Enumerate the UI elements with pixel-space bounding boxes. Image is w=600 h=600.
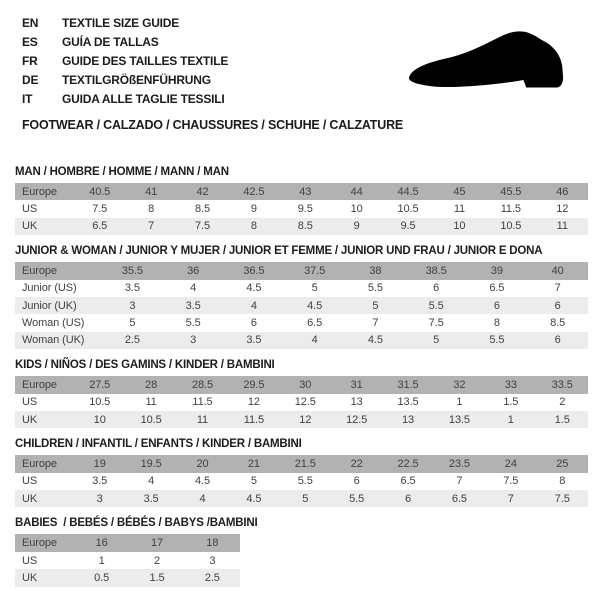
size-cell: 11.5 bbox=[500, 203, 521, 216]
size-cell: 12 bbox=[556, 203, 569, 216]
size-cell: 12.5 bbox=[331, 411, 382, 428]
size-cell: 5 bbox=[406, 332, 467, 349]
size-table-children bbox=[15, 455, 588, 507]
size-cell: 37.5 bbox=[284, 262, 345, 279]
size-cell: 4 bbox=[284, 332, 345, 349]
size-cell: 7.5 bbox=[177, 218, 228, 235]
size-cell: 4.5 bbox=[194, 475, 210, 488]
size-cell: 31.5 bbox=[382, 376, 433, 393]
size-cell: 8 bbox=[148, 203, 155, 216]
size-cell: 3.5 bbox=[163, 297, 224, 314]
size-cell: 4 bbox=[148, 475, 155, 488]
table-row bbox=[15, 534, 240, 551]
size-table-man bbox=[15, 183, 588, 235]
size-cell: 7 bbox=[485, 490, 536, 507]
size-cell: 5.5 bbox=[467, 332, 528, 349]
size-cell: 24 bbox=[485, 455, 536, 472]
table-row bbox=[15, 569, 240, 586]
size-cell: 32 bbox=[434, 376, 485, 393]
size-cell: 28 bbox=[125, 376, 176, 393]
size-cell: 1.5 bbox=[503, 396, 519, 409]
size-cell: 33.5 bbox=[537, 376, 588, 393]
size-cell: 11.5 bbox=[192, 396, 213, 409]
table-row bbox=[15, 552, 240, 569]
size-tables bbox=[15, 166, 588, 597]
size-cell: 5.5 bbox=[185, 317, 201, 330]
size-cell: 6.5 bbox=[434, 490, 485, 507]
language-code: DE bbox=[22, 73, 39, 87]
row-label: UK bbox=[15, 218, 74, 235]
size-cell: 10.5 bbox=[397, 203, 419, 216]
size-cell: 36 bbox=[163, 262, 224, 279]
size-table-section-junior-woman bbox=[15, 245, 588, 349]
language-title: GUIDE DES TAILLES TEXTILE bbox=[62, 54, 229, 68]
size-cell: 7.5 bbox=[92, 203, 108, 216]
language-code: EN bbox=[22, 16, 39, 30]
size-cell: 19 bbox=[74, 455, 125, 472]
language-title: GUIDA ALLE TAGLIE TESSILI bbox=[62, 92, 225, 106]
row-label: US bbox=[22, 475, 38, 488]
size-cell: 5.5 bbox=[297, 475, 313, 488]
size-cell: 3 bbox=[209, 554, 216, 567]
table-row bbox=[15, 332, 588, 349]
size-cell: 7 bbox=[456, 475, 463, 488]
language-title: GUÍA DE TALLAS bbox=[62, 35, 159, 49]
size-cell: 3.5 bbox=[224, 332, 285, 349]
size-cell: 3 bbox=[163, 332, 224, 349]
table-title: JUNIOR & WOMAN / JUNIOR Y MUJER / JUNIOR ET FEMME / JUNIOR UND FRAU / JUNIOR E DONA bbox=[15, 245, 543, 258]
size-cell: 8.5 bbox=[550, 317, 566, 330]
size-cell: 5.5 bbox=[367, 282, 383, 295]
size-cell: 11 bbox=[177, 411, 228, 428]
size-cell: 10 bbox=[434, 218, 485, 235]
size-cell: 29.5 bbox=[228, 376, 279, 393]
table-row bbox=[15, 455, 588, 472]
size-cell: 31 bbox=[331, 376, 382, 393]
table-row bbox=[15, 314, 588, 331]
size-cell: 5 bbox=[129, 317, 136, 330]
size-cell: 7 bbox=[372, 317, 379, 330]
table-row bbox=[15, 297, 588, 314]
size-cell: 4 bbox=[224, 297, 285, 314]
size-cell: 6.5 bbox=[489, 282, 505, 295]
size-cell: 2.5 bbox=[185, 569, 240, 586]
size-cell: 7.5 bbox=[428, 317, 444, 330]
size-table-babies bbox=[15, 534, 240, 586]
table-row bbox=[15, 473, 588, 490]
table-row bbox=[15, 376, 588, 393]
size-cell: 8.5 bbox=[280, 218, 331, 235]
size-cell: 38 bbox=[345, 262, 406, 279]
size-cell: 0.5 bbox=[74, 569, 129, 586]
category-heading: FOOTWEAR / CALZADO / CHAUSSURES / SCHUHE / CALZATURE bbox=[22, 118, 404, 132]
size-cell: 45.5 bbox=[485, 183, 536, 200]
language-title: TEXTILE SIZE GUIDE bbox=[62, 16, 180, 30]
size-cell: 6 bbox=[527, 297, 588, 314]
size-cell: 12 bbox=[247, 396, 260, 409]
size-cell: 23.5 bbox=[434, 455, 485, 472]
size-cell: 1 bbox=[456, 396, 463, 409]
size-table-section-children bbox=[15, 438, 588, 507]
size-cell: 22.5 bbox=[382, 455, 433, 472]
size-cell: 1 bbox=[485, 411, 536, 428]
size-cell: 10 bbox=[350, 203, 363, 216]
size-cell: 9 bbox=[250, 203, 257, 216]
row-label: Junior (US) bbox=[22, 282, 77, 295]
size-cell: 18 bbox=[185, 534, 240, 551]
page-header bbox=[0, 0, 600, 132]
size-cell: 3 bbox=[74, 490, 125, 507]
size-table-section-kids bbox=[15, 359, 588, 428]
size-cell: 35.5 bbox=[102, 262, 163, 279]
size-cell: 39 bbox=[467, 262, 528, 279]
size-cell: 4 bbox=[190, 282, 197, 295]
size-cell: 6.5 bbox=[400, 475, 416, 488]
size-cell: 11.5 bbox=[228, 411, 279, 428]
size-cell: 10 bbox=[74, 411, 125, 428]
language-code: ES bbox=[22, 35, 38, 49]
size-cell: 25 bbox=[537, 455, 588, 472]
table-title: MAN / HOMBRE / HOMME / MANN / MAN bbox=[15, 166, 229, 178]
row-label: Europe bbox=[15, 376, 74, 393]
language-code: IT bbox=[22, 92, 33, 106]
table-row bbox=[15, 411, 588, 428]
size-cell: 5 bbox=[280, 490, 331, 507]
row-label: Europe bbox=[15, 534, 74, 551]
size-cell: 7.5 bbox=[537, 490, 588, 507]
size-cell: 8.5 bbox=[194, 203, 210, 216]
row-label: Woman (US) bbox=[22, 317, 85, 330]
size-cell: 2.5 bbox=[102, 332, 163, 349]
size-cell: 6 bbox=[433, 282, 440, 295]
row-label: US bbox=[22, 203, 38, 216]
size-cell: 5.5 bbox=[331, 490, 382, 507]
row-label: Europe bbox=[15, 183, 74, 200]
size-cell: 4.5 bbox=[345, 332, 406, 349]
size-cell: 5 bbox=[345, 297, 406, 314]
table-row bbox=[15, 394, 588, 411]
size-cell: 28.5 bbox=[177, 376, 228, 393]
size-cell: 13.5 bbox=[434, 411, 485, 428]
row-label: US bbox=[22, 396, 38, 409]
size-cell: 7 bbox=[125, 218, 176, 235]
size-cell: 3.5 bbox=[125, 490, 176, 507]
size-cell: 42 bbox=[177, 183, 228, 200]
size-cell: 13 bbox=[382, 411, 433, 428]
size-cell: 2 bbox=[559, 396, 566, 409]
table-row bbox=[15, 200, 588, 217]
size-cell: 40 bbox=[527, 262, 588, 279]
size-cell: 11 bbox=[537, 218, 588, 235]
table-row bbox=[15, 183, 588, 200]
size-cell: 1.5 bbox=[129, 569, 184, 586]
size-cell: 11 bbox=[145, 396, 157, 409]
table-title: KIDS / NIÑOS / DES GAMINS / KINDER / BAMBINI bbox=[15, 359, 275, 372]
size-cell: 6 bbox=[467, 297, 528, 314]
row-label: Europe bbox=[15, 262, 102, 279]
size-cell: 1.5 bbox=[537, 411, 588, 428]
size-cell: 45 bbox=[434, 183, 485, 200]
size-cell: 33 bbox=[485, 376, 536, 393]
size-cell: 21.5 bbox=[280, 455, 331, 472]
size-cell: 8 bbox=[559, 475, 566, 488]
size-cell: 4.5 bbox=[284, 297, 345, 314]
size-cell: 5.5 bbox=[406, 297, 467, 314]
size-cell: 46 bbox=[537, 183, 588, 200]
row-label: Junior (UK) bbox=[15, 297, 102, 314]
table-title: CHILDREN / INFANTIL / ENFANTS / KINDER / BAMBINI bbox=[15, 438, 302, 451]
size-cell: 13 bbox=[350, 396, 363, 409]
size-cell: 16 bbox=[74, 534, 129, 551]
size-cell: 13.5 bbox=[397, 396, 419, 409]
size-cell: 6 bbox=[250, 317, 257, 330]
size-cell: 19.5 bbox=[125, 455, 176, 472]
size-cell: 6.5 bbox=[74, 218, 125, 235]
size-cell: 42.5 bbox=[228, 183, 279, 200]
table-row bbox=[15, 262, 588, 279]
size-cell: 7 bbox=[554, 282, 561, 295]
size-cell: 6 bbox=[382, 490, 433, 507]
size-cell: 10.5 bbox=[125, 411, 176, 428]
size-cell: 8 bbox=[228, 218, 279, 235]
size-cell: 41 bbox=[125, 183, 176, 200]
size-cell: 30 bbox=[280, 376, 331, 393]
table-row bbox=[15, 280, 588, 297]
size-cell: 22 bbox=[331, 455, 382, 472]
size-cell: 7.5 bbox=[503, 475, 519, 488]
size-cell: 12.5 bbox=[294, 396, 316, 409]
size-cell: 2 bbox=[153, 554, 160, 567]
size-cell: 6.5 bbox=[307, 317, 323, 330]
size-cell: 40.5 bbox=[74, 183, 125, 200]
size-cell: 36.5 bbox=[224, 262, 285, 279]
size-cell: 3.5 bbox=[92, 475, 108, 488]
size-cell: 27.5 bbox=[74, 376, 125, 393]
dress-shoe-icon bbox=[400, 28, 577, 96]
size-cell: 3 bbox=[102, 297, 163, 314]
size-cell: 4.5 bbox=[228, 490, 279, 507]
language-code: FR bbox=[22, 54, 38, 68]
size-table-junior-woman bbox=[15, 262, 588, 349]
size-cell: 1 bbox=[98, 554, 105, 567]
table-row bbox=[15, 218, 588, 235]
size-cell: 9.5 bbox=[297, 203, 313, 216]
row-label: UK bbox=[15, 490, 74, 507]
table-row bbox=[15, 490, 588, 507]
size-cell: 10.5 bbox=[485, 218, 536, 235]
row-label: US bbox=[22, 554, 38, 567]
size-cell: 4.5 bbox=[246, 282, 262, 295]
row-label: Europe bbox=[15, 455, 74, 472]
row-label: UK bbox=[15, 569, 74, 586]
size-cell: 3.5 bbox=[124, 282, 140, 295]
size-cell: 8 bbox=[493, 317, 500, 330]
size-cell: 9.5 bbox=[382, 218, 433, 235]
size-cell: 6 bbox=[353, 475, 360, 488]
size-cell: 9 bbox=[331, 218, 382, 235]
size-cell: 44 bbox=[331, 183, 382, 200]
size-cell: 10.5 bbox=[89, 396, 111, 409]
size-cell: 20 bbox=[177, 455, 228, 472]
language-title: TEXTILGRÖßENFÜHRUNG bbox=[62, 73, 211, 87]
size-table-section-man bbox=[15, 166, 588, 235]
size-cell: 44.5 bbox=[382, 183, 433, 200]
size-cell: 5 bbox=[250, 475, 257, 488]
size-cell: 21 bbox=[228, 455, 279, 472]
row-label: Woman (UK) bbox=[15, 332, 102, 349]
size-cell: 6 bbox=[527, 332, 588, 349]
size-cell: 38.5 bbox=[406, 262, 467, 279]
size-cell: 43 bbox=[280, 183, 331, 200]
size-table-kids bbox=[15, 376, 588, 428]
size-cell: 12 bbox=[280, 411, 331, 428]
size-table-section-babies bbox=[15, 517, 588, 586]
size-cell: 4 bbox=[177, 490, 228, 507]
size-cell: 17 bbox=[129, 534, 184, 551]
table-title: BABIES / BEBÉS / BÉBÉS / BABYS /BAMBINI bbox=[15, 517, 258, 530]
size-cell: 5 bbox=[311, 282, 318, 295]
size-cell: 11 bbox=[453, 203, 466, 216]
row-label: UK bbox=[15, 411, 74, 428]
